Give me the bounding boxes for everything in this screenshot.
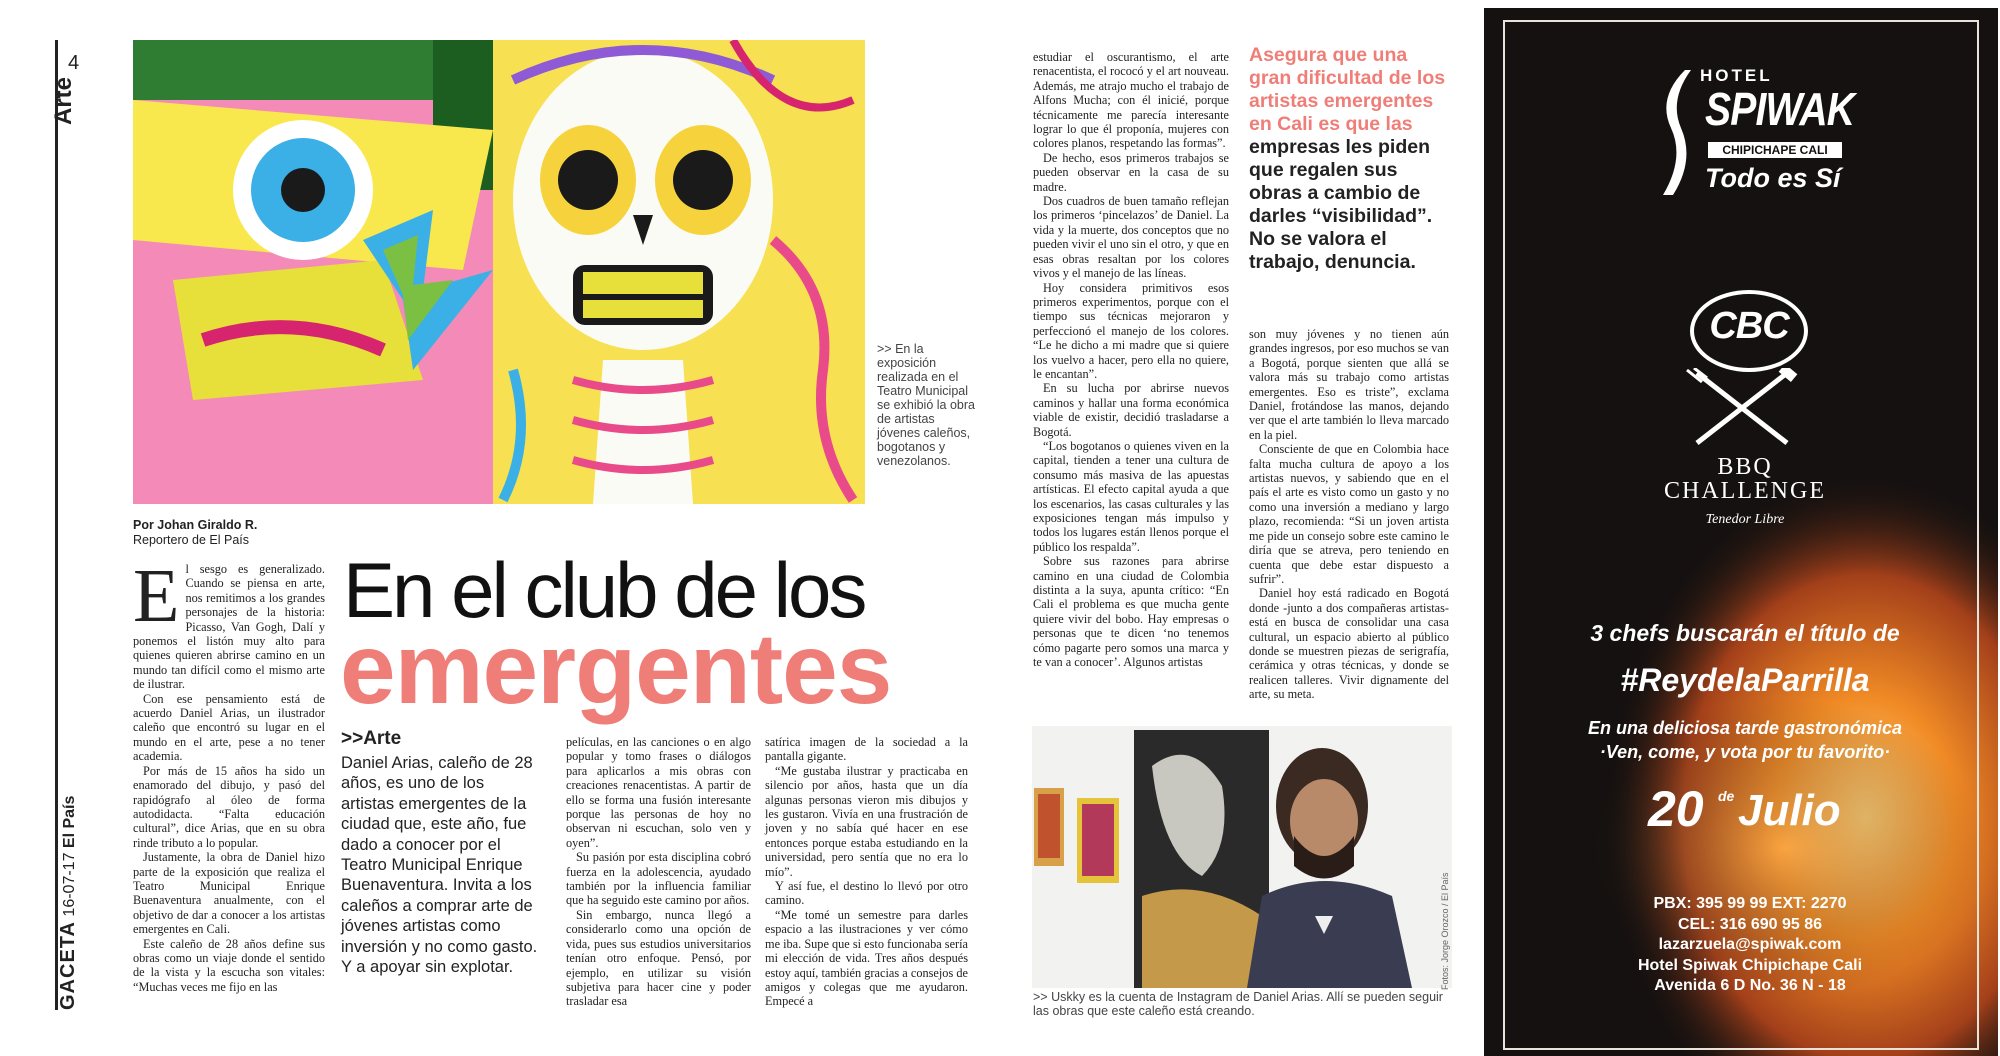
drop-cap: E <box>133 554 180 638</box>
ad-description-1: En una deliciosa tarde gastronómica <box>1587 718 1903 738</box>
paragraph: Hoy considera primitivos esos primeros experimentos, porque con el tiempo sus técnicas mejoraron y perfeccionó el manejo de los colores. “Le he dicho a mi madre que si quiere los vuelvo a hacer, pero ella no quiere, le encantan”. <box>1033 280 1229 381</box>
photo-credit: Fotos: Jorge Orozco / El País <box>1440 872 1450 990</box>
article-column-6 <box>1249 327 1449 702</box>
paragraph: l sesgo es generalizado. Cuando se piensa en arte, nos remitimos a los grandes personajes de la historia: Picasso, Van Gogh, Dalí y ponemos el listón muy alto para quienes quieren abrirse camino en un mundo tan difícil como el mismo arte de ilustrar. <box>133 562 325 692</box>
crossed-utensils-icon <box>1682 368 1802 448</box>
paragraph: Por más de 15 años ha sido un enamorado del dibujo, y pasó del rapidógrafo al óleo de forma autodidacta. “Falta educación cultural”, dice Arias, que en su obra rinde tributo a lo popular. <box>133 763 325 850</box>
paragraph: Su pasión por esta disciplina cobró fuerza en la adolescencia, ayudado también por la influencia familiar que ha seguido este camino por años. <box>566 850 751 908</box>
paragraph: Consciente de que en Colombia hace falta mucha cultura de apoyo a los artistas nuevos, y sabiendo que en el país el arte es visto como un gasto y no como una inversión a mediano y largo plazo, recomienda: “Si un joven artista me pide un consejo sobre este camino le diría que se atreva, pero teniendo en cuenta que debe estar dispuesto a sufrir”. <box>1249 442 1449 586</box>
ad-hashtag: #ReydelaParrilla <box>1620 662 1870 698</box>
photo-caption: >> Uskky es la cuenta de Instagram de Daniel Arias. Allí se pueden seguir las obras que este caleño está creando. <box>1033 990 1443 1018</box>
footer-date: 16-07-17 <box>61 852 78 917</box>
lead-paragraph: Daniel Arias, caleño de 28 años, es uno de los artistas emergentes de la ciudad que, este año, fue dado a conocer por el Teatro Municipal Enrique Buenaventura. Invita a los caleños a comprar arte de jóvenes artistas como inversión y no como gasto. Y a apoyar sin explotar. <box>341 754 538 977</box>
ad-date-day: 20 <box>1648 781 1704 837</box>
article-column-5 <box>1033 50 1229 669</box>
ad-description-2: ·Ven, come, y vota por tu favorito· <box>1599 742 1891 762</box>
footer-paper: GACETA <box>57 921 79 1010</box>
paragraph: “Me tomé un semestre para darles espacio a las ilustraciones y ver cómo me iba. Supe que si esto funcionaba sería mi elección de vida. Tres años después estoy aquí, también gracias a consejos de amigos y colegas que me ayudaron. Empecé a <box>765 907 968 1009</box>
ad-tagline: Todo es Sí <box>1705 163 1841 193</box>
image-caption: >> En la exposición realizada en el Teatro Municipal se exhibió la obra de artistas jóvenes caleños, bogotanos y venezolanos. <box>877 342 975 468</box>
byline <box>133 518 257 548</box>
paragraph: Sobre sus razones para abrirse camino en una ciudad de Colombia distinta a la suya, apunta crítico: “En Cali el problema es que mucha gente quiere vivir del bobo. Hay empresas o personas que te dicen ‘no tenemos cómo pagarte pero somos una marca y te van a conocer’. Algunos artistas <box>1033 554 1229 670</box>
paragraph: Este caleño de 28 años define sus obras como un viaje donde el sentido de la vista y la escucha son vitales: “Muchas veces me fijo en las <box>133 936 325 994</box>
artwork-photo <box>133 40 865 504</box>
artist-photo <box>1032 726 1452 988</box>
ad-contact-block <box>1560 894 1940 997</box>
paragraph: Daniel hoy está radicado en Bogotá donde -junto a dos compañeras artistas- está en busca de consolidar una casa cultural, un espacio abierto al público donde se muestren piezas de serigrafía, cerámica y otras técnicas, y donde se realicen talleres. Vivir dignamente del arte, su meta. <box>1249 586 1449 702</box>
paragraph: “Los bogotanos o quienes viven en la capital, tienden a tener una cultura de consumo más masiva de las apuestas artísticas. El efecto capital ayuda a que los escenarios, las casas culturales y las exposiciones tengan más impulso y todos los lugares están llenos porque el público los respalda”. <box>1033 438 1229 554</box>
ad-hotel-name: Hotel Spiwak Chipichape Cali <box>1637 956 1863 974</box>
article-column-3 <box>566 735 751 1009</box>
ad-event-subtitle: Tenedor Libre <box>1705 512 1785 527</box>
byline-name: Por Johan Giraldo R. <box>133 518 258 532</box>
pull-quote <box>1249 44 1449 274</box>
lead-section-label: >>Arte <box>341 728 402 749</box>
spiwak-logo-icon <box>1655 70 1695 195</box>
article-column-4 <box>765 735 968 1009</box>
paragraph: Justamente, la obra de Daniel hizo parte de la exposición que realiza el Teatro Municipal Enrique Buenaventura anualmente, con el objetivo de dar a conocer a los artistas emergentes en Cali. <box>133 850 325 937</box>
pull-quote-text: empresas les piden que regalen sus obras a cambio de darles “visibilidad”. No se valora el trabajo, denuncia. <box>1249 136 1433 273</box>
paragraph: Dos cuadros de buen tamaño reflejan los primeros ‘pincelazos’ de Daniel. La vida y la muerte, dos conceptos que no pueden vivir el uno sin el otro, y que en esas obras resaltan por los colores vivos y el manejo de las líneas. <box>1033 194 1229 281</box>
ad-event-title: BBQ CHALLENGE <box>1664 454 1826 504</box>
headline-line2: emergentes <box>340 613 892 725</box>
cbc-logo: CBC <box>1709 305 1789 347</box>
section-label: Arte <box>50 76 77 125</box>
ad-phone: PBX: 395 99 99 EXT: 2270 <box>1653 895 1847 912</box>
paragraph: Con ese pensamiento está de acuerdo Daniel Arias, un ilustrador caleño que encontró su lugar en el mundo en el arte, pese a no tener academia. <box>133 691 325 764</box>
page-footer <box>57 796 80 1010</box>
ad-hotel-label: HOTEL <box>1700 66 1773 85</box>
paragraph: estudiar el oscurantismo, el arte renacentista, el rococó y el art nouveau. Además, me atrajo mucho el trabajo de Alfons Mucha; con él inicié, porque técnicamente me parecía interesante lograr lo que él proponía, mujeres con colores planos, respetando las formas”. <box>1033 50 1229 151</box>
ad-date-month: Julio <box>1738 786 1841 835</box>
ad-brand-location: CHIPICHAPE CALI <box>1708 142 1842 158</box>
paragraph: películas, en las canciones o en algo popular y tomo frases o diálogos para aplicarlos a mis obras con creaciones renacentistas. A partir de ello se forma una fusión interesante porque las personas de hoy no observan ni escuchan, solo ven y oyen”. <box>566 735 751 850</box>
paragraph: satírica imagen de la sociedad a la pantalla gigante. <box>765 735 968 764</box>
headline-line1: En el club de los <box>343 546 865 634</box>
ad-email: lazarzuela@spiwak.com <box>1658 936 1842 953</box>
ad-mobile: CEL: 316 690 95 86 <box>1677 915 1823 933</box>
paragraph: “Me gustaba ilustrar y practicaba en silencio por años, hasta que un día algunas personas vieron mis dibujos y les gustaron. Vivía en una frustración de joven y no sabía qué hacer en ese entonces porque estaba estudiando en la universidad, pero sentía que no era lo mío”. <box>765 763 968 879</box>
ad-date-de: de <box>1718 788 1735 804</box>
paragraph: Sin embargo, nunca llegó a considerarlo como una opción de vida, pues sus estudios universitarios tenían otro enfoque. Pensó, por ejemplo, en utilizar su visión subjetiva para hacer cine y poder trasladar esa <box>566 907 751 1009</box>
paragraph: En su lucha por abrirse nuevos caminos y hallar una forma económica viable de existir, decidió trasladarse a Bogotá. <box>1033 381 1229 439</box>
ad-brand-name: SPIWAK <box>1705 83 1855 135</box>
article-column-1 <box>133 554 325 994</box>
paragraph: Y así fue, el destino lo llevó por otro camino. <box>765 879 968 908</box>
ad-chefs-line: 3 chefs buscarán el título de <box>1590 620 1900 646</box>
byline-role: Reportero de El País <box>133 533 250 547</box>
page-number: 4 <box>68 52 80 74</box>
footer-publisher: El País <box>61 795 78 849</box>
paragraph: son muy jóvenes y no tienen aún grandes ingresos, por eso muchos se van a Bogotá, porque sienten que allá se valora más su trabajo como artistas emergentes. Eso es triste”, exclama Daniel, frotándose las manos, dejando ver que el arte también lo lleva marcado en la piel. <box>1249 327 1449 442</box>
paragraph: De hecho, esos primeros trabajos se pueden observar en la casa de su madre. <box>1033 150 1229 194</box>
pull-quote-highlight: Asegura que una gran dificultad de los artistas emergentes en Cali es que las <box>1249 44 1446 135</box>
ad-address: Avenida 6 D No. 36 N - 18 <box>1654 977 1846 994</box>
